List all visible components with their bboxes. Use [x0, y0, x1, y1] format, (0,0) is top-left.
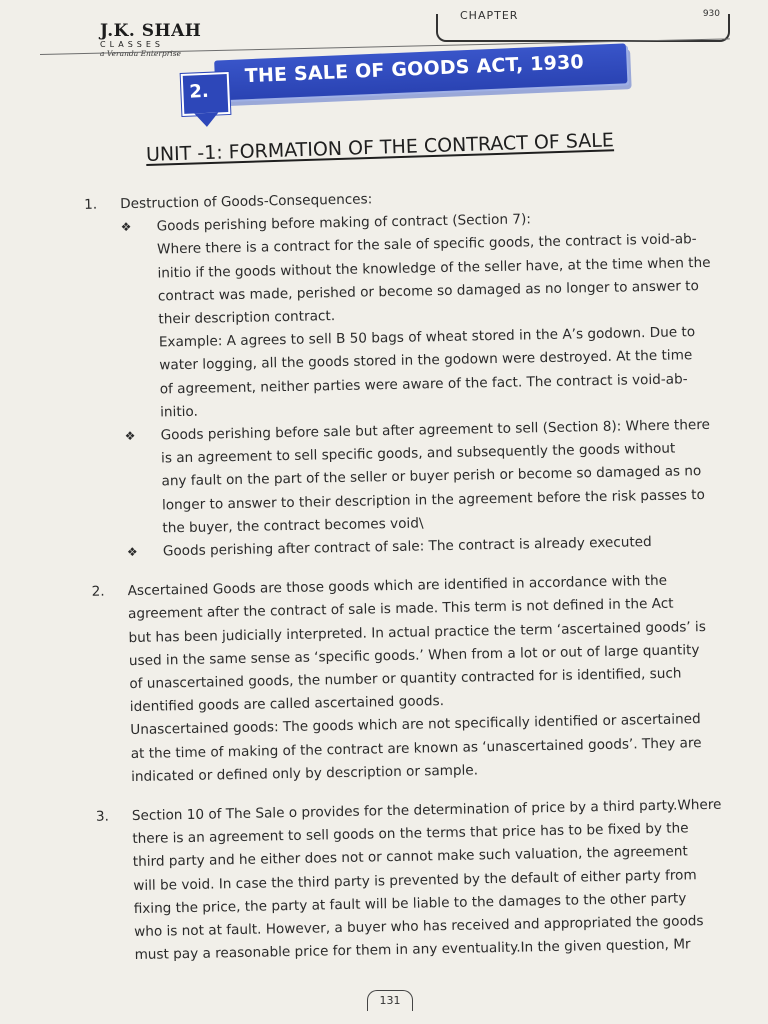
text-line: Ascertained Goods are those goods which are identified in accordance with the: [127, 572, 668, 600]
chapter-code: 930: [702, 9, 720, 19]
text-line: initio if the goods without the knowledge of the seller have, at the time when the: [157, 254, 711, 282]
text-line: initio.: [160, 403, 199, 421]
text-line: who is not at fault. However, a buyer who has received and appropriated the goods: [134, 913, 704, 941]
text-line: water logging, all the goods stored in the godown were destroyed. At the time: [159, 347, 693, 374]
bullet-section-8: [124, 413, 742, 541]
text-line: used in the same sense as ‘specific goods.’ When from a lot or out of large quantity: [128, 641, 700, 669]
text-line: their description contract.: [158, 308, 336, 328]
text-line: longer to answer to their description in the agreement before the risk passes to: [161, 486, 705, 514]
banner-ribbon-tail: [194, 112, 219, 127]
chapter-title: THE SALE OF GOODS ACT, 1930: [244, 51, 585, 88]
text-line: fixing the price, the party at fault will be liable to the damages to the other party: [133, 890, 687, 917]
diamond-bullet-icon: ❖: [120, 220, 132, 235]
text-line: third party and he either does not or cannot make such valuation, the agreement: [132, 843, 688, 871]
page-body: [76, 181, 751, 968]
text-line: Where there is a contract for the sale of specific goods, the contract is void-ab-: [156, 231, 697, 258]
logo-tagline: a Veranda Enterprise: [100, 49, 181, 58]
text-line: must pay a reasonable price for them in any eventuality.In the given question, Mr: [134, 936, 691, 964]
text-line: at the time of making of the contract are known as ‘unascertained goods’. They are: [130, 734, 702, 762]
text-line: but has been judicially interpreted. In actual practice the term ‘ascertained goods’ is: [128, 618, 706, 646]
text-line: indicated or defined only by description or sample.: [131, 762, 479, 785]
chapter-tab: [436, 9, 730, 42]
chapter-number-badge: [181, 72, 231, 116]
text-line: Goods perishing before sale but after agreement to sell (Section 8): Where there: [160, 416, 711, 444]
text-line: Goods perishing after contract of sale: The contract is already executed: [162, 534, 652, 560]
unit-heading: UNIT -1: FORMATION OF THE CONTRACT OF SALE: [145, 129, 615, 166]
chapter-banner: [180, 39, 638, 138]
bullet-section-7: [120, 205, 740, 426]
question-1: [76, 181, 743, 565]
text-line: any fault on the part of the seller or buyer perish or become so damaged as no: [161, 463, 702, 490]
question-title: Destruction of Goods-Consequences:: [120, 191, 373, 213]
text-line: of unascertained goods, the number or quantity contracted for is identified, such: [129, 665, 682, 693]
text-line: contract was made, perished or become so damaged as no longer to answer to: [157, 277, 700, 305]
diamond-bullet-icon: ❖: [126, 544, 138, 560]
logo-sub-text: CLASSES: [100, 40, 164, 49]
text-line: there is an agreement to sell goods on the terms that price has to be fixed by the: [132, 820, 689, 848]
text-line: will be void. In case the third party is prevented by the default of either party from: [133, 866, 697, 894]
chapter-label: CHAPTER: [460, 9, 519, 22]
text-line: agreement after the contract of sale is made. This term is not defined in the Act: [127, 596, 674, 623]
question-3: [88, 793, 751, 968]
text-line: Example: A agrees to sell B 50 bags of wheat stored in the A’s godown. Due to: [158, 324, 696, 351]
text-line: is an agreement to sell specific goods, and subsequently the goods without: [160, 440, 676, 467]
question-number: 2.: [91, 583, 105, 601]
text-line: the buyer, the contract becomes void\: [162, 515, 424, 537]
text-line: Unascertained goods: The goods which are not specifically identified or ascertained: [130, 711, 701, 739]
text-line: Section 10 of The Sale o provides for the determination of price by a third party.Where: [131, 796, 722, 825]
diamond-bullet-icon: ❖: [124, 428, 136, 444]
question-number: 1.: [84, 196, 98, 213]
chapter-number: 2.: [188, 80, 210, 103]
page-number: 131: [367, 990, 413, 1011]
text-line: Goods perishing before making of contract (Section 7):: [156, 211, 532, 235]
text-line: identified goods are called ascertained goods.: [129, 693, 445, 716]
logo-main-text: J.K. SHAH: [100, 21, 202, 41]
text-line: of agreement, neither parties were aware of the fact. The contract is void-ab-: [159, 370, 688, 398]
question-2: [83, 569, 747, 790]
question-number: 3.: [95, 808, 110, 825]
